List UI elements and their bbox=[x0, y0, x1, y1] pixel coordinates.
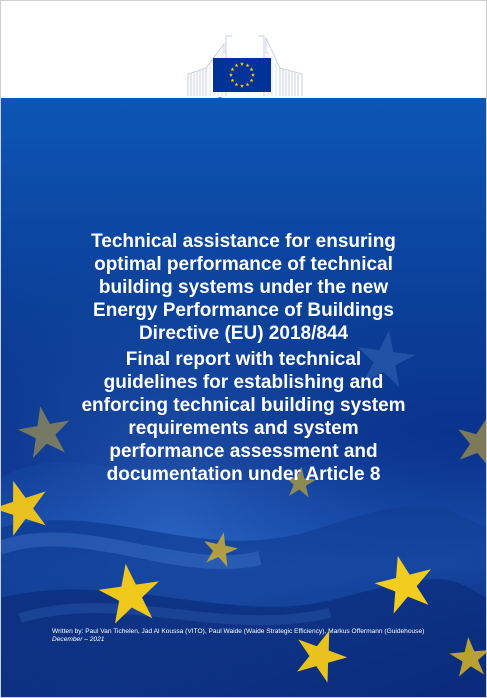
report-subtitle: Final report with technical guidelines for establishing and enforcing technical building system requirements and system performance assessment and documentation under Article 8 bbox=[81, 349, 406, 485]
credits-block bbox=[52, 628, 432, 644]
authors-line: Written by: Paul Van Tichelen, Jad Al Koussa (VITO), Paul Waide (Waide Strategic Efficiency), Markus Offermann (Guidehouse) bbox=[52, 628, 425, 635]
cover-title-block bbox=[30, 230, 457, 486]
date-line: December – 2021 bbox=[52, 636, 105, 643]
berlaymont-building-icon bbox=[186, 34, 304, 98]
report-title: Technical assistance for ensuring optimal performance of technical building systems under the new Energy Performance of Buildings Directive (EU) 2018/844 bbox=[91, 231, 396, 344]
european-commission-logo bbox=[186, 34, 304, 98]
